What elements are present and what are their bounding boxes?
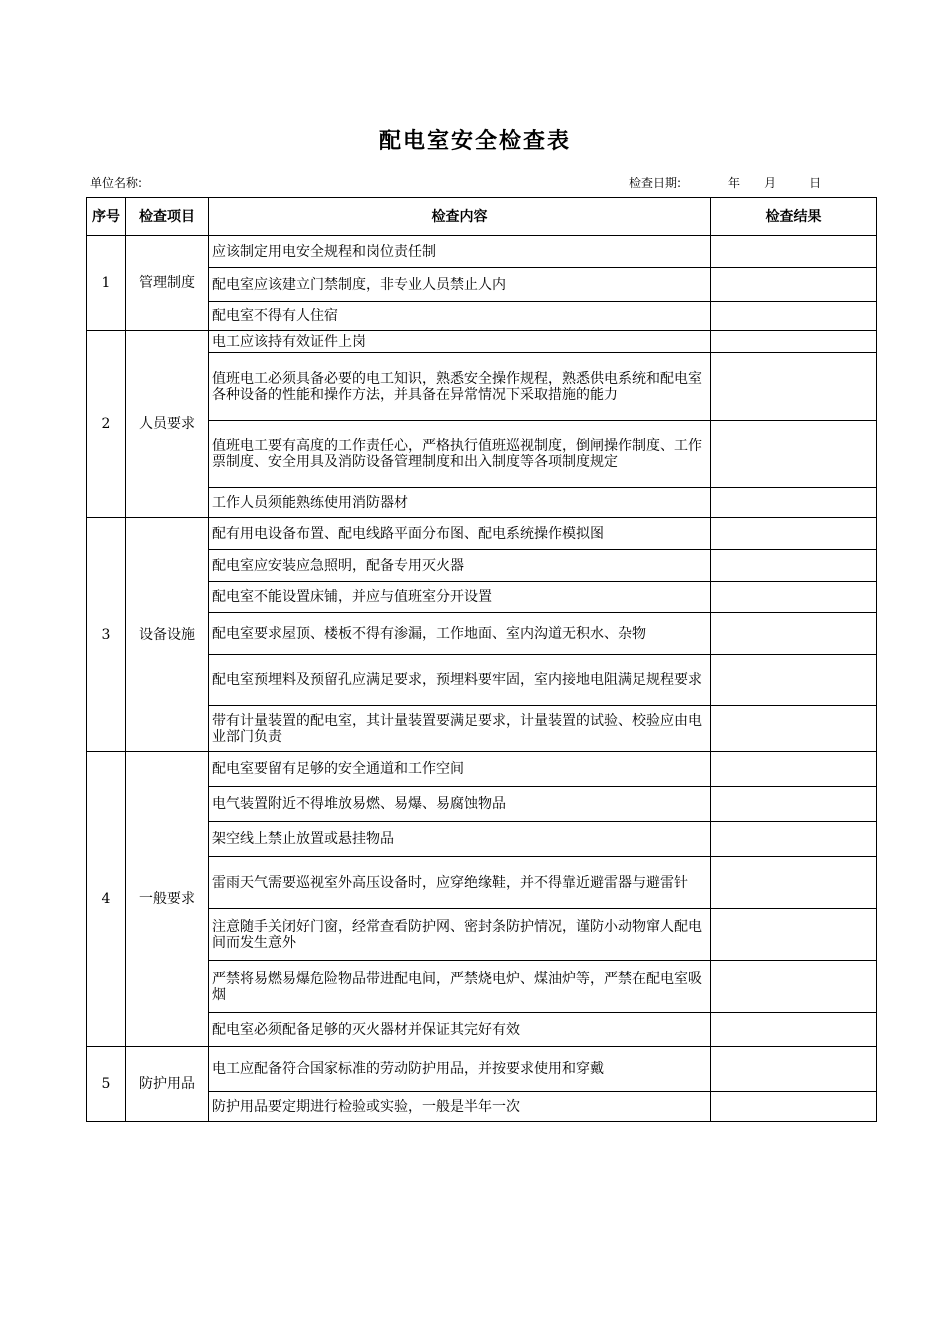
check-result-cell[interactable] bbox=[711, 1047, 877, 1092]
check-content: 架空线上禁止放置或悬挂物品 bbox=[209, 822, 711, 857]
group-number: 5 bbox=[87, 1047, 126, 1122]
check-result-cell[interactable] bbox=[711, 1092, 877, 1122]
group-number: 3 bbox=[87, 518, 126, 752]
group-category: 防护用品 bbox=[126, 1047, 209, 1122]
year-label: 年 bbox=[728, 176, 741, 190]
check-result-cell[interactable] bbox=[711, 1013, 877, 1047]
header-category: 检查项目 bbox=[126, 198, 209, 236]
check-result-cell[interactable] bbox=[711, 822, 877, 857]
check-content: 电工应该持有效证件上岗 bbox=[209, 331, 711, 353]
table-row bbox=[87, 236, 877, 268]
check-content: 配电室要求屋顶、楼板不得有渗漏，工作地面、室内沟道无积水、杂物 bbox=[209, 613, 711, 655]
table-body bbox=[87, 236, 877, 1122]
group-category: 设备设施 bbox=[126, 518, 209, 752]
check-result-cell[interactable] bbox=[711, 909, 877, 961]
group-category: 管理制度 bbox=[126, 236, 209, 331]
group-category: 人员要求 bbox=[126, 331, 209, 518]
check-result-cell[interactable] bbox=[711, 488, 877, 518]
unit-name-label: 单位名称: bbox=[90, 176, 143, 190]
group-number: 1 bbox=[87, 236, 126, 331]
check-date bbox=[629, 176, 821, 190]
check-content: 配电室不得有人住宿 bbox=[209, 302, 711, 331]
check-content: 配有用电设备布置、配电线路平面分布图、配电系统操作模拟图 bbox=[209, 518, 711, 550]
check-content: 配电室应该建立门禁制度，非专业人员禁止人内 bbox=[209, 268, 711, 302]
group-number: 2 bbox=[87, 331, 126, 518]
check-result-cell[interactable] bbox=[711, 961, 877, 1013]
check-content: 防护用品要定期进行检验或实验，一般是半年一次 bbox=[209, 1092, 711, 1122]
check-result-cell[interactable] bbox=[711, 582, 877, 613]
check-content: 值班电工必须具备必要的电工知识，熟悉安全操作规程，熟悉供电系统和配电室各种设备的性能和操作方法，并具备在异常情况下采取措施的能力 bbox=[209, 353, 711, 421]
check-content: 严禁将易燃易爆危险物品带进配电间，严禁烧电炉、煤油炉等，严禁在配电室吸烟 bbox=[209, 961, 711, 1013]
check-result-cell[interactable] bbox=[711, 268, 877, 302]
check-result-cell[interactable] bbox=[711, 302, 877, 331]
check-result-cell[interactable] bbox=[711, 752, 877, 787]
check-content: 应该制定用电安全规程和岗位责任制 bbox=[209, 236, 711, 268]
check-content: 电气装置附近不得堆放易燃、易爆、易腐蚀物品 bbox=[209, 787, 711, 822]
check-content: 值班电工要有高度的工作责任心，严格执行值班巡视制度，倒闸操作制度、工作票制度、安全用具及消防设备管理制度和出入制度等各项制度规定 bbox=[209, 421, 711, 488]
page-title: 配电室安全检查表 bbox=[378, 128, 571, 154]
check-result-cell[interactable] bbox=[711, 857, 877, 909]
check-result-cell[interactable] bbox=[711, 706, 877, 752]
day-label: 日 bbox=[809, 176, 822, 190]
table-row bbox=[87, 331, 877, 353]
group-category: 一般要求 bbox=[126, 752, 209, 1047]
check-content: 配电室应安装应急照明，配备专用灭火器 bbox=[209, 550, 711, 582]
table-row bbox=[87, 518, 877, 550]
check-result-cell[interactable] bbox=[711, 655, 877, 706]
check-result-cell[interactable] bbox=[711, 236, 877, 268]
inspection-table bbox=[86, 197, 877, 1122]
check-result-cell[interactable] bbox=[711, 787, 877, 822]
month-label: 月 bbox=[764, 176, 777, 190]
check-content: 注意随手关闭好门窗，经常查看防护网、密封条防护情况，谨防小动物窜人配电间而发生意外 bbox=[209, 909, 711, 961]
header-no: 序号 bbox=[87, 198, 126, 236]
check-content: 配电室预埋料及预留孔应满足要求，预埋料要牢固，室内接地电阻满足规程要求 bbox=[209, 655, 711, 706]
check-content: 配电室要留有足够的安全通道和工作空间 bbox=[209, 752, 711, 787]
check-content: 配电室必须配备足够的灭火器材并保证其完好有效 bbox=[209, 1013, 711, 1047]
group-number: 4 bbox=[87, 752, 126, 1047]
table-header-row bbox=[87, 198, 877, 236]
check-result-cell[interactable] bbox=[711, 550, 877, 582]
check-content: 电工应配备符合国家标准的劳动防护用品，并按要求使用和穿戴 bbox=[209, 1047, 711, 1092]
check-content: 工作人员须能熟练使用消防器材 bbox=[209, 488, 711, 518]
check-result-cell[interactable] bbox=[711, 613, 877, 655]
check-content: 雷雨天气需要巡视室外高压设备时，应穿绝缘鞋，并不得靠近避雷器与避雷针 bbox=[209, 857, 711, 909]
check-content: 带有计量装置的配电室，其计量装置要满足要求，计量装置的试验、校验应由电业部门负责 bbox=[209, 706, 711, 752]
table-row bbox=[87, 1047, 877, 1092]
check-result-cell[interactable] bbox=[711, 353, 877, 421]
header-result: 检查结果 bbox=[711, 198, 877, 236]
check-result-cell[interactable] bbox=[711, 518, 877, 550]
check-content: 配电室不能设置床铺，并应与值班室分开设置 bbox=[209, 582, 711, 613]
header-content: 检查内容 bbox=[209, 198, 711, 236]
check-date-label: 检查日期: bbox=[629, 176, 682, 190]
check-result-cell[interactable] bbox=[711, 331, 877, 353]
table-row bbox=[87, 752, 877, 787]
check-result-cell[interactable] bbox=[711, 421, 877, 488]
